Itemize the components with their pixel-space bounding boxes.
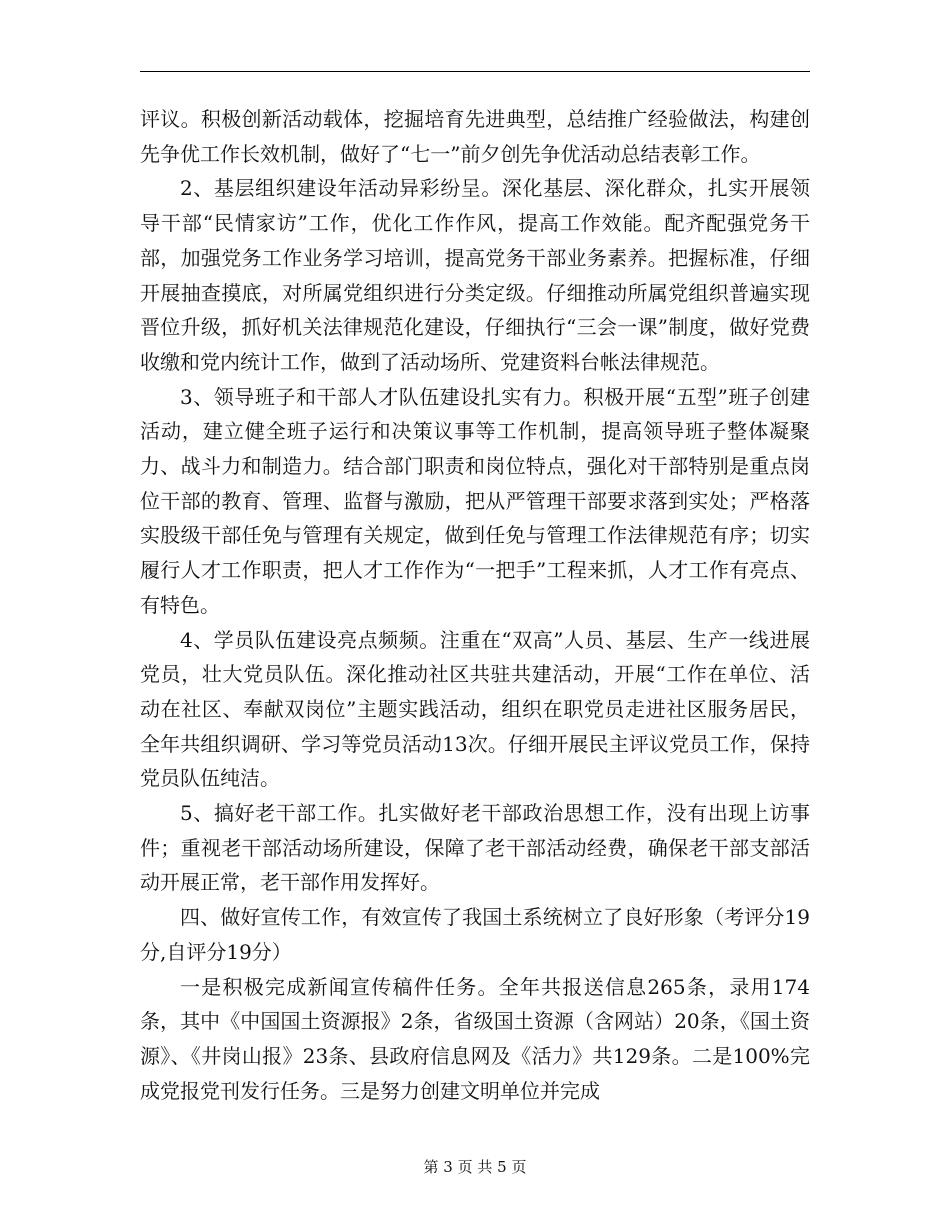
paragraph-member-team: 4、学员队伍建设亮点频频。注重在“双高”人员、基层、生产一线进展党员，壮大党员队伍。深化推动社区共驻共建活动，开展“工作在单位、活动在社区、奉献双岗位”主题实践活动，组织在职党员走进社区服务居民，全年共组织调研、学习等党员活动13次。仔细开展民主评议党员工作，保持党员队伍纯洁。: [140, 627, 810, 791]
header-rule: [140, 71, 810, 72]
paragraph-leadership-team: 3、领导班子和干部人才队伍建设扎实有力。积极开展“五型”班子创建活动，建立健全班子运行和决策议事等工作机制，提高领导班子整体凝聚力、战斗力和制造力。结合部门职责和岗位特点，强化对干部特别是重点岗位干部的教育、管理、监督与激励，把从严管理干部要求落到实处；严格落实股级干部任免与管理有关规定，做到任免与管理工作法律规范有序；切实履行人才工作职责，把人才工作作为“一把手”工程来抓，人才工作有亮点、有特色。: [140, 384, 810, 617]
section-heading-publicity: 四、做好宣传工作，有效宣传了我国土系统树立了良好形象（考评分19分,自评分19分）: [140, 905, 810, 964]
paragraph-news-publicity: 一是积极完成新闻宣传稿件任务。全年共报送信息265条，录用174条，其中《中国国土资源报》2条，省级国土资源（含网站）20条，《国土资源》、《井岗山报》23条、县政府信息网及《活力》共129条。二是100%完成党报党刊发行任务。三是努力创建文明单位并完成: [140, 974, 810, 1103]
document-body: [140, 102, 810, 1108]
page-number-footer: 第 3 页 共 5 页: [423, 1158, 527, 1176]
paragraph-grassroots-organization: 2、基层组织建设年活动异彩纷呈。深化基层、深化群众，扎实开展领导干部“民情家访”工作，优化工作作风，提高工作效能。配齐配强党务干部，加强党务工作业务学习培训，提高党务干部业务素养。把握标准，仔细开展抽查摸底，对所属党组织进行分类定级。仔细推动所属党组织普遍实现晋位升级，抓好机关法律规范化建设，仔细执行“三会一课”制度，做好党费收缴和党内统计工作，做到了活动场所、党建资料台帐法律规范。: [140, 176, 810, 374]
paragraph-continuation: 评议。积极创新活动载体，挖掘培育先进典型，总结推广经验做法，构建创先争优工作长效机制，做好了“七一”前夕创先争优活动总结表彰工作。: [140, 107, 810, 166]
paragraph-veteran-cadres: 5、搞好老干部工作。扎实做好老干部政治思想工作，没有出现上访事件；重视老干部活动场所建设，保障了老干部活动经费，确保老干部支部活动开展正常，老干部作用发挥好。: [140, 801, 810, 895]
